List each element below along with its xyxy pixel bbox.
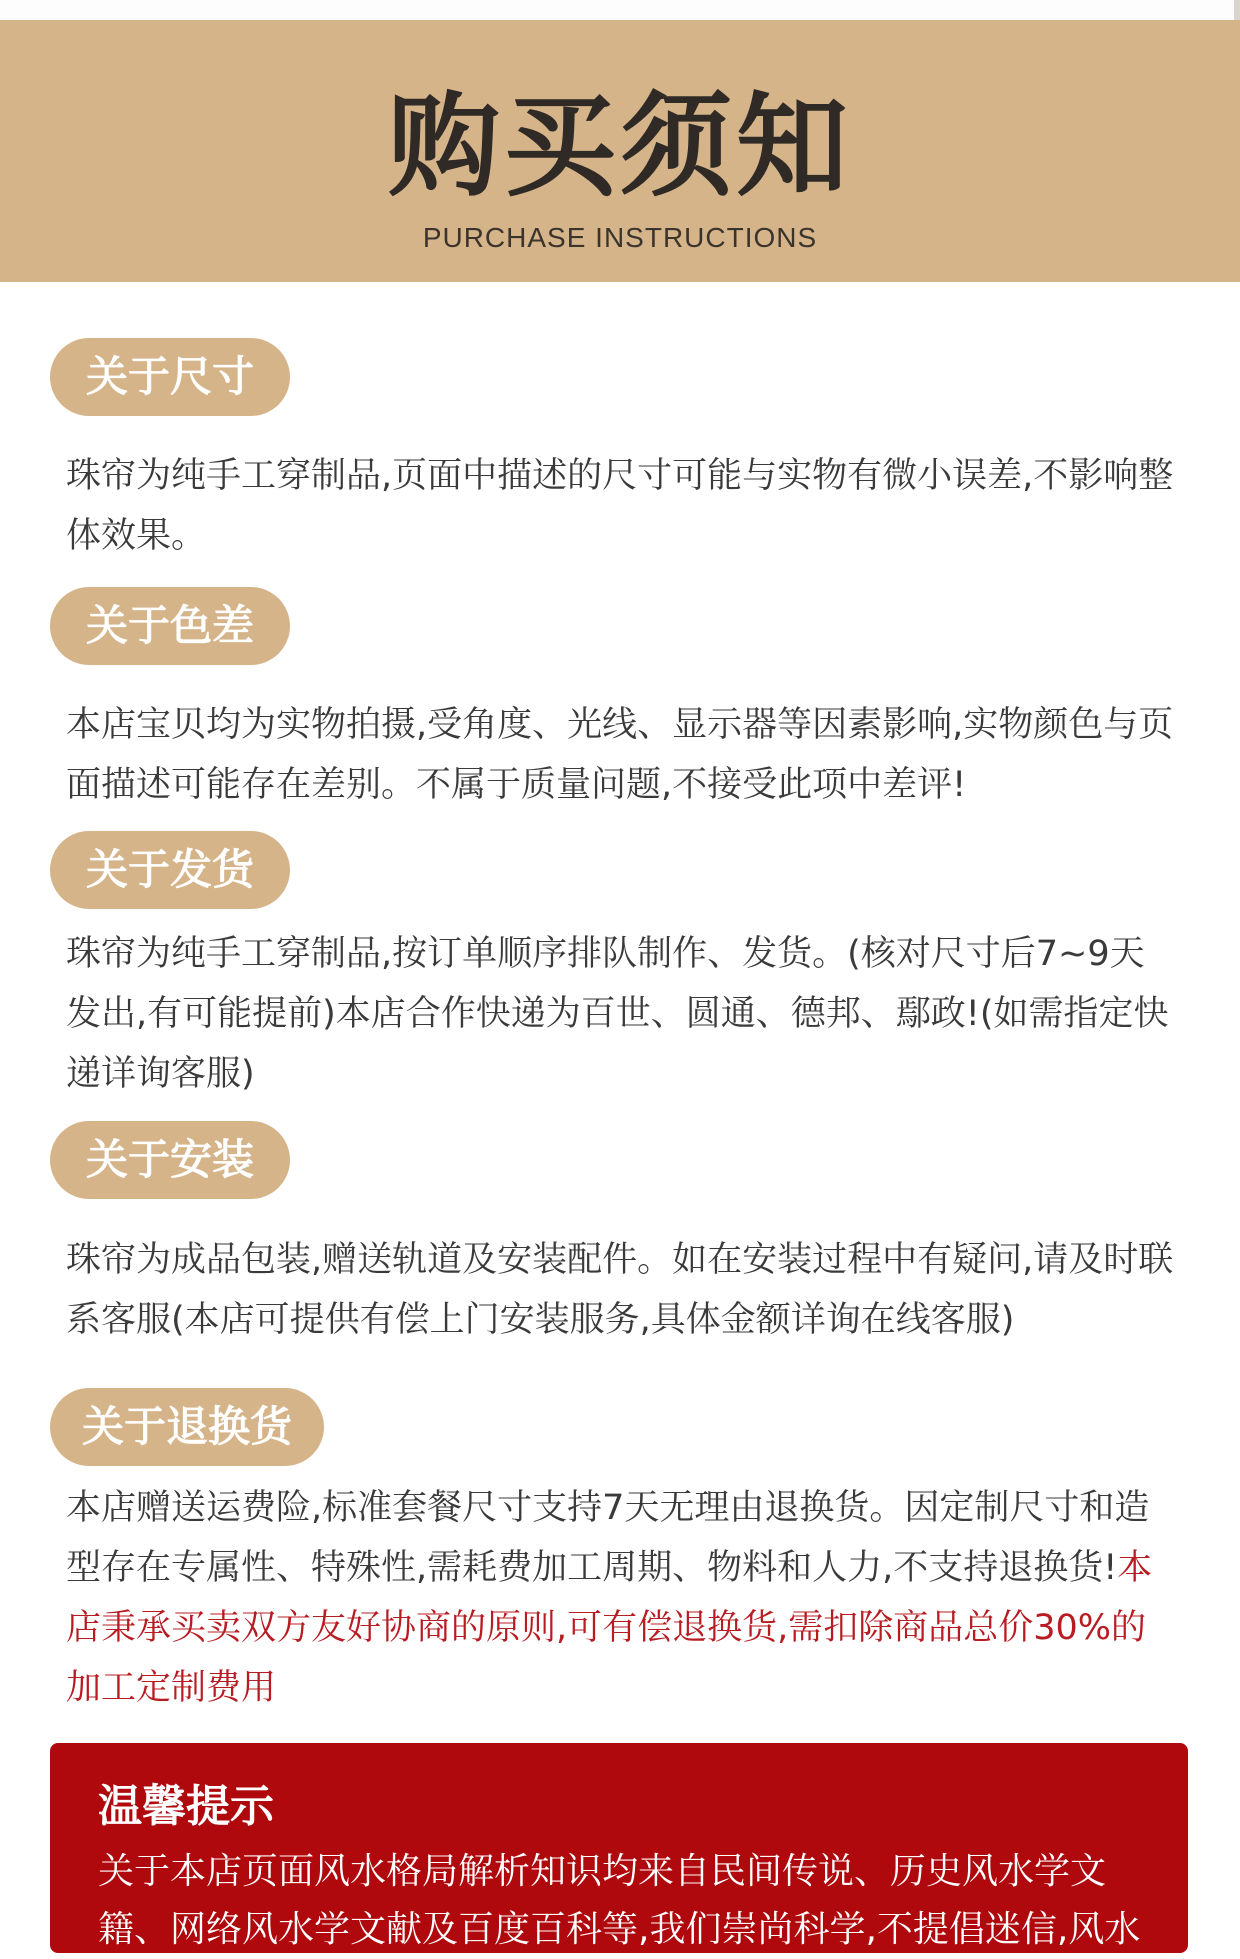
header-banner [0, 20, 1240, 282]
notice-title: 温馨提示 [98, 1781, 274, 1832]
top-strip [0, 0, 1240, 20]
page-title: 购买须知 [388, 82, 852, 212]
section-text-installation: 珠帘为成品包装,赠送轨道及安装配件。如在安装过程中有疑问,请及时联系客服(本店可提供有偿上门安装服务,具体金额详询在线客服) [66, 1240, 1174, 1340]
section-text-shipping: 珠帘为纯手工穿制品,按订单顺序排队制作、发货。(核对尺寸后7~9天发出,有可能提前)本店合作快递为百世、圆通、德邦、鄢政!(如需指定快递详询客服) [66, 934, 1169, 1094]
section-label-installation: 关于安装 [50, 1121, 290, 1199]
notice-text: 关于本店页面风水格局解析知识均来自民间传说、历史风水学文籍、网络风水学文献及百度百科等,我们崇尚科学,不提倡迷信,风水 [98, 1851, 1141, 1950]
scrollbar-edge [1234, 0, 1240, 20]
section-label-size: 关于尺寸 [50, 338, 290, 416]
returns-policy-text: 本店赠送运费险,标准套餐尺寸支持7天无理由退换货。因定制尺寸和造型存在专属性、特殊性,需耗费加工周期、物料和人力,不支持退换货! [66, 1488, 1150, 1588]
notice-box [50, 1743, 1188, 1953]
returns-highlight-text: 本店秉承买卖双方友好协商的原则,可有偿退换货,需扣除商品总价30%的加工定制费用 [66, 1548, 1153, 1708]
section-label-shipping: 关于发货 [50, 831, 290, 909]
page-subtitle: PURCHASE INSTRUCTIONS [422, 222, 818, 253]
section-text-returns [66, 1478, 1176, 1718]
section-label-returns: 关于退换货 [50, 1388, 324, 1466]
section-text-color: 本店宝贝均为实物拍摄,受角度、光线、显示器等因素影响,实物颜色与页面描述可能存在差别。不属于质量问题,不接受此项中差评! [66, 705, 1174, 805]
section-label-color: 关于色差 [50, 587, 290, 665]
section-text-size: 珠帘为纯手工穿制品,页面中描述的尺寸可能与实物有微小误差,不影响整体效果。 [66, 456, 1174, 556]
